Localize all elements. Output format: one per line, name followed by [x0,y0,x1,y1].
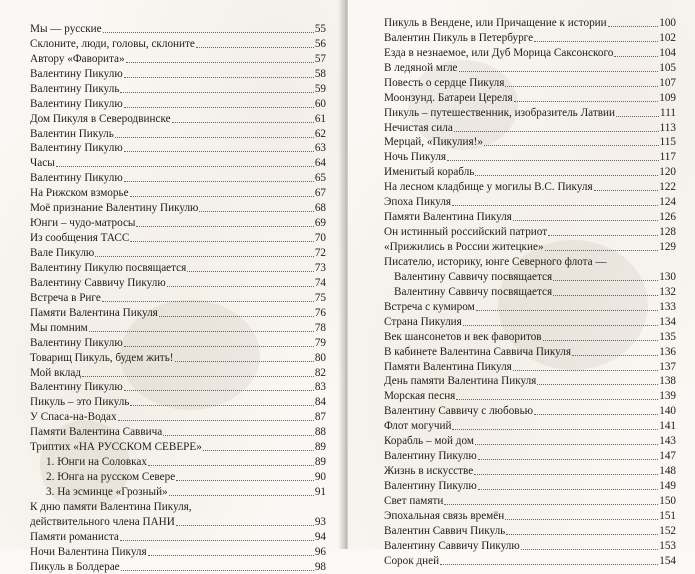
toc-entry-title: Флот могучий [384,420,452,433]
dot-leader [440,563,658,565]
toc-entry-page-number: 100 [659,16,676,29]
toc-entry-page-number: 65 [314,172,326,185]
toc-entry-page-number: 74 [314,276,326,289]
toc-entry [30,335,326,350]
toc-entry [30,365,326,380]
dot-leader [476,309,658,311]
toc-entry-title: Сорок дней [384,554,440,567]
toc-entry [384,164,676,179]
toc-entry-page-number: 64 [314,157,326,170]
toc-entry-page-number: 75 [314,291,326,304]
toc-entry [384,135,676,150]
toc-entry [384,478,676,493]
toc-entry [30,514,326,529]
dot-leader [124,150,314,152]
toc-entry-page-number: 78 [314,321,326,334]
toc-entry-page-number: 117 [659,151,676,164]
toc-entry-title: Жизнь в искусстве [384,465,474,478]
toc-entry-page-number: 113 [659,121,676,134]
dot-leader [513,219,658,221]
toc-entry [384,463,676,478]
toc-entry-page-number: 83 [314,381,326,394]
toc-entry-title: Мой вклад [30,366,82,379]
toc-entry-page-number: 152 [659,524,676,537]
toc-entry-page-number: 72 [314,247,326,259]
toc-entry-page-number: 111 [660,106,676,119]
toc-entry-page-number: 94 [314,530,326,543]
toc-entry [30,126,326,141]
toc-entry-title: Памяти романиста [30,530,119,543]
toc-entry [30,529,326,544]
toc-entry-title: Именитый корабль [384,166,475,179]
toc-entry-page-number: 109 [659,91,676,104]
dot-leader [124,345,314,347]
toc-entry-title: Валентину Пикулю [30,172,123,185]
toc-entry [384,418,676,433]
toc-entry-page-number: 57 [314,52,326,65]
dot-leader [478,458,659,460]
dot-leader [203,449,314,451]
dot-leader [163,434,314,436]
toc-entry-page-number: 63 [314,142,326,155]
toc-entry-title: Мы помним [30,321,88,334]
toc-entry-page-number: 56 [314,37,326,50]
dot-leader [447,159,659,161]
toc-entry [384,269,676,284]
toc-entry-page-number: 84 [314,396,326,409]
toc-entry-title: Пикуль в Болдерае [30,560,120,573]
toc-entry [30,81,326,96]
toc-entry-title: К дню памяти Валентина Пикуля, [30,500,192,513]
toc-entry-title: действительного члена ПАНИ [30,515,175,528]
toc-entry-page-number: 80 [314,351,326,364]
toc-entry [30,200,326,215]
toc-entry-page-number: 59 [314,82,326,95]
toc-entry-title: У Спаса-на-Водах [30,411,117,424]
dot-leader [136,225,313,227]
toc-entry-page-number: 88 [314,426,326,439]
toc-entry-title: На Рижском взморье [30,187,129,200]
toc-entry-page-number: 129 [659,241,676,253]
dot-leader [56,165,314,167]
toc-entry [384,344,676,359]
toc-entry-page-number: 62 [314,127,326,140]
toc-entry [384,105,676,120]
toc-entry [30,559,326,574]
toc-entry [30,245,326,260]
dot-leader [130,195,314,197]
toc-entry-page-number: 135 [659,330,676,343]
toc-entry-title: Езда в незнаемое, или Дуб Морица Саксонского [384,46,614,59]
toc-entry-page-number: 91 [314,486,326,498]
toc-entry-page-number: 104 [659,46,676,59]
toc-entry [384,284,676,299]
toc-entry-page-number: 55 [314,22,326,35]
toc-entry [30,320,326,335]
toc-entry-title: Валентину Саввичу посвящается [394,285,553,298]
toc-entry-title: Валентину Саввичу с любовью [384,405,534,418]
toc-entry-page-number: 148 [659,465,676,478]
dot-leader [176,479,314,481]
toc-entry [30,21,326,36]
toc-entry-title: Эпоха Пикуля [384,196,452,209]
toc-entry-page-number: 93 [314,515,326,528]
dot-leader [545,249,659,251]
toc-entry-page-number: 73 [314,261,326,274]
toc-entry [384,388,676,403]
dot-leader [124,76,314,78]
toc-entry [30,350,326,365]
toc-entry-page-number: 141 [659,420,676,433]
toc-entry-title: На лесном кладбище у могилы В.С. Пикуля [384,181,593,194]
toc-entry [30,499,326,514]
toc-entry-title: Пикуль – путешественник, изобразитель Латвии [384,106,615,119]
table-of-contents-left [30,21,326,574]
dot-leader [553,279,658,281]
toc-entry-title: Век шансонетов и век фаворитов [384,330,542,343]
toc-entry [30,454,326,469]
toc-entry-title: Писателю, историку, юнге Северного флота — [384,255,607,268]
dot-leader [120,539,314,541]
toc-entry-title: Валентину Саввичу Пикулю [384,539,520,552]
toc-entry-title: Валентину Пикулю [30,336,123,349]
toc-entry [384,194,676,209]
dot-leader [196,46,314,48]
toc-entry-page-number: 147 [659,450,676,463]
toc-entry-page-number: 102 [659,31,676,44]
toc-entry-title: Эпохальная связь времён [384,509,505,522]
toc-entry-page-number: 143 [659,435,676,448]
toc-entry-title: Повесть о сердце Пикуля [384,76,505,89]
dot-leader [187,270,314,272]
toc-entry-title: Страна Пикулия [384,315,462,328]
toc-entry-page-number: 107 [659,76,676,89]
toc-entry-page-number: 133 [659,300,676,313]
toc-entry [384,254,676,269]
toc-entry-title: Встреча в Риге [30,291,101,304]
toc-entry [384,538,676,553]
toc-entry-title: Из сообщения ТАСС [30,232,130,245]
toc-entry [384,15,676,30]
dot-leader [484,144,659,146]
toc-entry-page-number: 76 [314,306,326,319]
dot-leader [537,383,658,385]
toc-entry-title: Морская песня [384,390,456,403]
dot-leader [124,106,314,108]
dot-leader [534,413,658,415]
toc-entry [30,469,326,484]
toc-entry [30,260,326,275]
dot-leader [463,324,658,326]
left-page [0,0,344,573]
toc-entry-title: Товарищ Пикуль, будем жить! [30,351,174,364]
dot-leader [126,61,314,63]
toc-entry-page-number: 124 [659,196,676,209]
dot-leader [124,180,314,182]
toc-entry-title: 2. Юнга на русском Севере [46,471,176,484]
toc-entry [384,30,676,45]
toc-entry [384,374,676,389]
toc-entry-title: Валентину Пикулю [30,142,123,155]
toc-entry-page-number: 138 [659,375,676,388]
toc-entry [384,508,676,523]
toc-entry-title: Дом Пикуля в Северодвинске [30,112,171,125]
toc-entry-page-number: 96 [314,545,326,558]
toc-entry-title: Валентин Пикуль в Петербурге [384,31,534,44]
dot-leader [172,121,314,123]
dot-leader [148,464,314,466]
dot-leader [169,494,314,496]
toc-entry [384,149,676,164]
toc-entry-title: Ночь Пикуля [384,151,447,164]
toc-entry-page-number: 130 [659,270,676,283]
dot-leader [118,419,314,421]
dot-leader [594,189,659,191]
dot-leader [506,533,658,535]
dot-leader [553,294,658,296]
toc-entry-title: Валентину Саввичу посвящается [394,270,553,283]
toc-entry [30,544,326,559]
toc-entry [30,141,326,156]
toc-entry [384,209,676,224]
dot-leader [102,300,314,302]
toc-entry-title: 3. На эсминце «Грозный» [46,486,168,498]
toc-entry [30,96,326,111]
toc-entry [384,493,676,508]
toc-entry-title: Валентину Пикулю [30,67,123,80]
dot-leader [456,398,658,400]
toc-entry-title: В кабинете Валентина Саввича Пикуля [384,345,572,358]
toc-entry-title: Валентину Пикуль [30,82,120,95]
toc-entry-title: Встреча с кумиром [384,300,475,313]
toc-entry-title: Валентину Саввичу Пикулю [30,276,166,289]
toc-entry [384,314,676,329]
toc-entry-title: Памяти Валентина Пикуля [384,211,512,224]
toc-entry-page-number: 149 [659,480,676,492]
dot-leader [608,25,659,27]
toc-entry-page-number: 60 [314,97,326,110]
toc-entry-title: Памяти Валентина Пикуля [30,306,158,319]
dot-leader [452,428,658,430]
toc-entry [30,66,326,81]
table-of-contents-right [384,15,676,568]
toc-entry [384,239,676,254]
toc-entry [384,403,676,418]
toc-entry [384,448,676,463]
toc-entry-page-number: 120 [659,166,676,179]
toc-entry-page-number: 70 [314,232,326,245]
dot-leader [475,443,658,445]
toc-entry-page-number: 87 [314,411,326,424]
toc-entry-page-number: 140 [659,405,676,418]
toc-entry-page-number: 122 [659,181,676,194]
toc-entry-title: Часы [30,157,55,170]
toc-entry-page-number: 89 [314,456,326,469]
toc-entry-title: Триптих «НА РУССКОМ СЕВЕРЕ» [30,441,202,454]
toc-entry-page-number: 126 [659,211,676,224]
toc-entry-page-number: 154 [659,554,676,567]
dot-leader [95,255,314,257]
toc-entry [384,359,676,374]
dot-leader [121,569,314,571]
toc-entry-title: Пикуль – это Пикуль [30,396,130,409]
toc-entry [384,120,676,135]
toc-entry-page-number: 150 [659,494,676,507]
toc-entry-title: Склоните, люди, головы, склоните [30,37,195,50]
toc-entry [30,170,326,185]
toc-entry [30,51,326,66]
toc-entry [384,224,676,239]
toc-entry [384,523,676,538]
toc-entry-title: Валентин Пикуль [30,127,114,140]
toc-entry [30,424,326,439]
dot-leader [167,285,314,287]
toc-entry-title: Пикуль в Вендене, или Причащение к истории [384,16,607,29]
dot-leader [521,548,659,550]
dot-leader [543,339,659,341]
dot-leader [103,31,314,33]
toc-entry-page-number: 68 [314,202,326,215]
toc-entry-title: «Прижились в России житецкие» [384,241,544,253]
dot-leader [199,210,313,212]
toc-entry [30,290,326,305]
toc-entry [30,305,326,320]
toc-entry-title: Юнги – чудо-матросы [30,217,136,230]
dot-leader [513,369,658,371]
dot-leader [505,518,658,520]
dot-leader [148,554,314,556]
toc-entry-page-number: 132 [659,285,676,298]
toc-entry-page-number: 69 [314,217,326,230]
toc-entry-page-number: 128 [659,226,676,239]
dot-leader [120,91,313,93]
toc-entry-page-number: 58 [314,67,326,80]
dot-leader [534,40,658,42]
dot-leader [454,130,659,132]
toc-entry-title: Вале Пикулю [30,247,95,259]
toc-entry-title: Валентину Пикулю [384,480,477,492]
dot-leader [130,404,313,406]
toc-entry [384,299,676,314]
toc-entry-page-number: 79 [314,336,326,349]
toc-entry-title: Корабль – мой дом [384,435,474,448]
toc-entry-title: Ночи Валентина Пикуля [30,545,147,558]
toc-entry [384,75,676,90]
toc-entry [30,439,326,454]
dot-leader [159,315,314,317]
toc-entry-title: Валентину Пикулю посвящается [30,261,187,274]
toc-entry [30,484,326,499]
toc-entry-title: Валентину Пикулю [384,450,477,463]
toc-entry-title: День памяти Валентина Пикуля [384,375,537,388]
dot-leader [475,174,658,176]
toc-entry-title: Валентину Пикулю [30,97,123,110]
toc-entry-page-number: 61 [314,112,326,125]
toc-entry-page-number: 89 [314,441,326,454]
toc-entry [384,179,676,194]
dot-leader [176,524,314,526]
toc-entry-page-number: 67 [314,187,326,200]
toc-entry [30,155,326,170]
toc-entry-title: Валентину Пикулю [30,381,123,394]
dot-leader [478,488,659,490]
toc-entry-page-number: 98 [314,560,326,573]
toc-entry-title: В ледяной мгле [384,61,458,74]
dot-leader [459,70,659,72]
toc-entry [30,380,326,395]
dot-leader [614,55,658,57]
toc-entry-page-number: 90 [314,471,326,484]
toc-entry [30,185,326,200]
toc-entry-page-number: 115 [659,136,676,149]
toc-entry [30,215,326,230]
toc-entry-title: Мы — русские [30,22,102,35]
toc-entry [384,433,676,448]
toc-entry [30,111,326,126]
toc-entry-page-number: 137 [659,360,676,373]
toc-entry [384,60,676,75]
dot-leader [115,136,314,138]
dot-leader [452,204,658,206]
toc-entry [30,230,326,245]
dot-leader [505,85,658,87]
dot-leader [130,240,313,242]
dot-leader [514,100,659,102]
dot-leader [474,473,658,475]
toc-entry [30,36,326,51]
toc-entry-title: Автору «Фаворита» [30,52,125,65]
toc-entry-title: Он истинный российский патриот [384,226,548,239]
toc-entry [384,90,676,105]
toc-entry-title: Нечистая сила [384,121,453,134]
toc-entry-title: Памяти Валентина Пикуля [384,360,512,373]
dot-leader [124,389,314,391]
dot-leader [616,115,659,117]
toc-entry-page-number: 139 [659,390,676,403]
toc-entry [384,45,676,60]
toc-entry-page-number: 136 [659,345,676,358]
dot-leader [444,503,658,505]
toc-entry-page-number: 105 [659,61,676,74]
dot-leader [572,354,658,356]
toc-entry [30,275,326,290]
dot-leader [548,234,658,236]
dot-leader [89,330,314,332]
toc-entry-title: Моонзунд. Батареи Цереля [384,91,513,104]
toc-entry-title: Мерцай, «Пикулия!» [384,136,483,149]
toc-entry-title: Валентин Саввич Пикуль [384,524,506,537]
dot-leader [82,375,314,377]
dot-leader [175,360,314,362]
toc-entry-title: Свет памяти [384,494,444,507]
toc-entry-title: 1. Юнги на Соловках [46,456,147,469]
toc-entry [384,553,676,568]
toc-entry-title: Памяти Валентина Саввича [30,426,163,439]
toc-entry-page-number: 153 [659,539,676,552]
toc-entry-page-number: 151 [659,509,676,522]
toc-entry-page-number: 134 [659,315,676,328]
toc-entry [30,394,326,409]
toc-entry-page-number: 82 [314,366,326,379]
toc-entry [384,329,676,344]
right-page [348,0,695,567]
toc-entry-title: Моё признание Валентину Пикулю [30,202,199,215]
toc-entry [30,409,326,424]
